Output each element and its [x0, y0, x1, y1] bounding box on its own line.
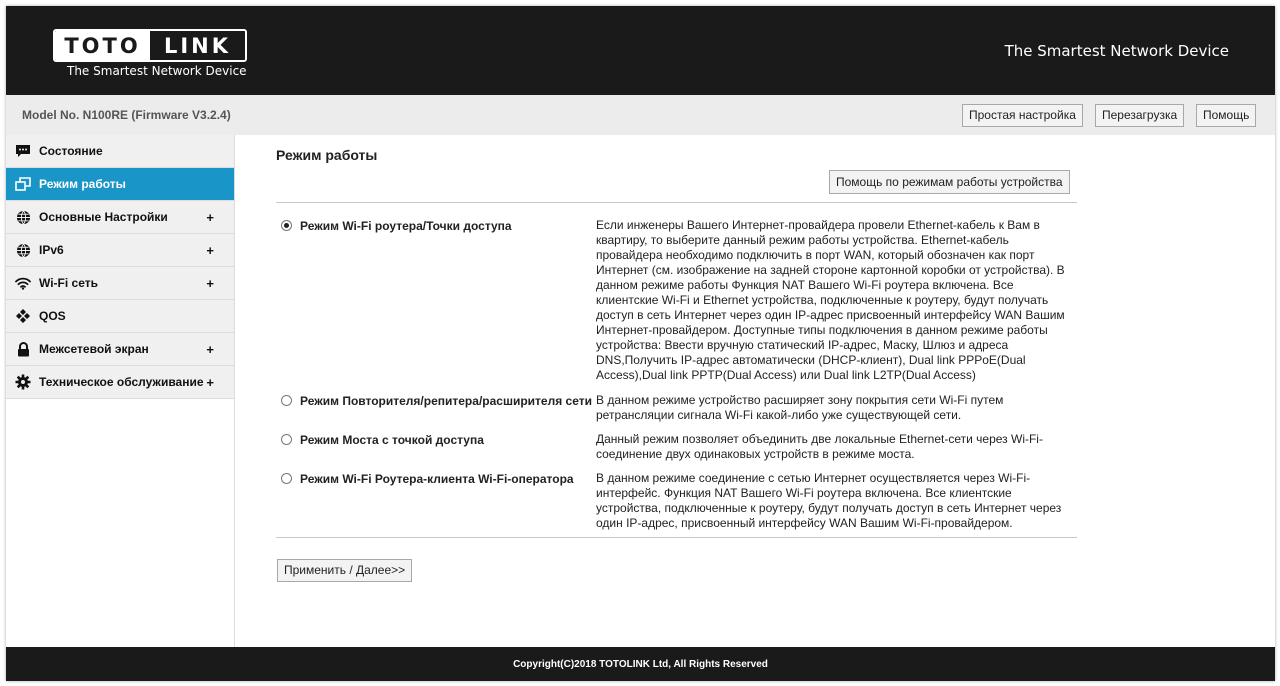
logo-text-right: LINK — [150, 31, 245, 60]
sidebar-item-maintenance[interactable] — [6, 366, 234, 399]
sidebar-item-label: Межсетевой экран — [39, 342, 149, 356]
page-title: Режим работы — [276, 147, 378, 163]
apply-next-button[interactable]: Применить / Далее>> — [277, 559, 412, 582]
divider — [276, 202, 1077, 203]
divider — [276, 537, 1077, 538]
lock-icon — [13, 339, 33, 359]
sidebar-item-label: QOS — [39, 309, 66, 323]
sidebar-item-label: Основные Настройки — [39, 210, 168, 224]
totolink-logo — [53, 29, 247, 62]
expand-plus-icon: + — [206, 341, 214, 357]
sidebar-item-label: Техническое обслуживание — [39, 375, 204, 389]
mode-description: Данный режим позволяет объединить две локальные Ethernet-сети через Wi-Fi-соединение двух одинаковых устройств в режиме моста. — [596, 432, 1043, 461]
expand-plus-icon: + — [206, 374, 214, 390]
mode-description: В данном режиме соединение с сетью Интернет осуществляется через Wi-Fi-интерфейс. Функция NAT Вашего Wi-Fi роутера включена. Все клиентские устройства, подключенные к роутеру, будут получать доступ в сеть Интернет через один IP-адрес, присвоенный интерфейсу WAN Вашим Wi-Fi-провайдером. — [596, 471, 1062, 530]
mode-label: Режим Wi-Fi роутера/Точки доступа — [300, 219, 512, 233]
wifi-icon — [13, 273, 33, 293]
sidebar-item-ipv6[interactable] — [6, 234, 234, 267]
sidebar-item-qos[interactable] — [6, 300, 234, 333]
header — [6, 6, 1275, 95]
sidebar-item-label: Состояние — [39, 144, 103, 158]
sidebar-item-wifi[interactable] — [6, 267, 234, 300]
sidebar-item-firewall[interactable] — [6, 333, 234, 366]
mode-radio-wisp[interactable] — [281, 473, 292, 484]
main-content — [235, 135, 1275, 647]
globe-icon — [13, 207, 33, 227]
mode-label: Режим Wi-Fi Роутера-клиента Wi-Fi-оператора — [300, 472, 574, 486]
mode-description: Если инженеры Вашего Интернет-провайдера провели Ethernet-кабель к Вам в квартиру, то выберите данный режим работы устройства. Ethernet-кабель провайдера необходимо подключить в порт WAN, который обозначен как порт Интернет (см. изображение на задней стороне картонной коробки от устройства). В данном режиме работы Функция NAT Вашего Wi-Fi роутера включена. Все клиентские Wi-Fi и Ethernet устройства, подключенные к роутеру, будут получать доступ в сеть Интернет через один IP-адрес присвоенный интерфейсу WAN Вашим Интернет-провайдером. Доступные типы подключения в данном режиме работы устройства: Ввести вручную статический IP-адрес, Маску, Шлюз и адреса DNS,Получить IP-адрес автоматически (DHCP-клиент), Dual link PPPoE(Dual Access),Dual link PPTP(Dual Access) или Dual link L2TP(Dual Access) — [596, 218, 1065, 382]
reboot-button[interactable]: Перезагрузка — [1095, 104, 1184, 127]
easy-setup-button[interactable]: Простая настройка — [962, 104, 1083, 127]
expand-plus-icon: + — [206, 275, 214, 291]
mode-help-button[interactable]: Помощь по режимам работы устройства — [829, 170, 1070, 194]
mode-radio-router[interactable] — [281, 220, 292, 231]
mode-description: В данном режиме устройство расширяет зону покрытия сети Wi-Fi путем ретрансляции сигнала Wi-Fi какой-либо уже существующей сети. — [596, 393, 1004, 422]
help-button[interactable]: Помощь — [1196, 104, 1256, 127]
sidebar-item-status[interactable] — [6, 135, 234, 168]
windows-icon — [13, 174, 33, 194]
sidebar-item-label: Wi-Fi сеть — [39, 276, 98, 290]
mode-radio-repeater[interactable] — [281, 395, 292, 406]
router-admin-window — [6, 6, 1275, 681]
sidebar-item-basic-settings[interactable] — [6, 201, 234, 234]
logo-text-left: TOTO — [55, 31, 150, 60]
qos-icon — [13, 306, 33, 326]
mode-radio-bridge[interactable] — [281, 434, 292, 445]
sidebar-item-label: Режим работы — [39, 177, 126, 191]
globe-icon — [13, 240, 33, 260]
expand-plus-icon: + — [206, 242, 214, 258]
sidebar-item-operation-mode[interactable] — [6, 168, 234, 201]
chat-icon — [13, 141, 33, 161]
expand-plus-icon: + — [206, 209, 214, 225]
mode-label: Режим Повторителя/репитера/расширителя сети — [300, 394, 592, 408]
gear-icon — [13, 372, 33, 392]
model-number: Model No. N100RE (Firmware V3.2.4) — [22, 108, 231, 122]
sidebar-item-label: IPv6 — [39, 243, 64, 257]
sidebar — [6, 135, 235, 647]
header-slogan: The Smartest Network Device — [1004, 42, 1229, 60]
mode-label: Режим Моста с точкой доступа — [300, 433, 484, 447]
copyright-text: Copyright(C)2018 TOTOLINK Ltd, All Rights Reserved — [513, 658, 768, 670]
top-bar — [6, 95, 1275, 136]
footer — [6, 647, 1275, 681]
logo-tagline: The Smartest Network Device — [67, 64, 247, 78]
